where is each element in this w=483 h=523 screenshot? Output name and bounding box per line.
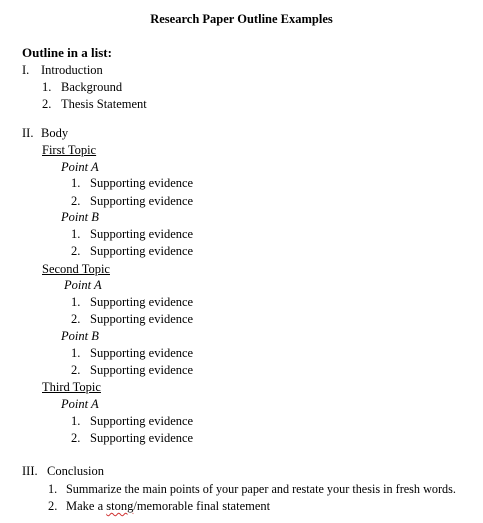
item-number: 2. [48,499,58,513]
list-item [71,362,193,378]
item-text: Supporting evidence [90,363,194,377]
section-numeral: III. [22,464,38,478]
list-item [71,226,193,242]
list-item [48,481,456,497]
item-text: Supporting evidence [90,431,194,445]
list-item [71,345,193,361]
list-item [71,430,193,446]
item-text: Supporting evidence [90,194,194,208]
section-body [22,125,68,141]
list-heading: Outline in a list: [22,45,112,60]
list-item [42,96,147,112]
point-heading: Point B [61,329,99,343]
item-number: 1. [48,482,58,496]
item-text: Background [61,80,123,94]
topic-heading: First Topic [42,143,97,157]
item-text: Supporting evidence [90,312,194,326]
item-text: Supporting evidence [90,176,194,190]
item-number: 1. [71,176,81,190]
item-text: Supporting evidence [90,346,194,360]
item-text: Supporting evidence [90,295,194,309]
item-number: 2. [71,431,81,445]
list-item [48,498,270,514]
list-item [71,175,193,191]
item-text: Thesis Statement [61,97,147,111]
item-text: Supporting evidence [90,244,194,258]
list-item [71,294,193,310]
section-numeral: II. [22,126,34,140]
item-number: 2. [42,97,52,111]
section-label: Conclusion [47,464,104,478]
item-number: 2. [71,194,81,208]
item-text: Supporting evidence [90,414,194,428]
item-number: 1. [71,295,81,309]
item-number: 2. [71,363,81,377]
item-text: Supporting evidence [90,227,194,241]
item-number: 2. [71,244,81,258]
page-title: Research Paper Outline Examples [150,12,333,26]
point-heading: Point A [61,397,99,411]
point-heading: Point A [64,278,102,292]
item-text: Summarize the main points of your paper and restate your thesis in fresh words. [66,482,456,496]
item-number: 1. [71,227,81,241]
point-heading: Point B [61,210,99,224]
list-item [42,79,122,95]
item-number: 2. [71,312,81,326]
section-conclusion [22,463,104,479]
section-label: Introduction [41,63,103,77]
section-numeral: I. [22,63,30,77]
item-number: 1. [71,346,81,360]
section-introduction [22,62,103,78]
list-item [71,193,193,209]
item-number: 1. [42,80,52,94]
point-heading: Point A [61,160,99,174]
list-item [71,311,193,327]
topic-heading: Second Topic [42,262,110,276]
section-label: Body [41,126,69,140]
misspelled-word: stong [106,499,134,513]
list-item [71,413,193,429]
topic-heading: Third Topic [42,380,101,394]
item-text: /memorable final statement [133,499,271,513]
list-item [71,243,193,259]
item-number: 1. [71,414,81,428]
item-text: Make a [66,499,107,513]
